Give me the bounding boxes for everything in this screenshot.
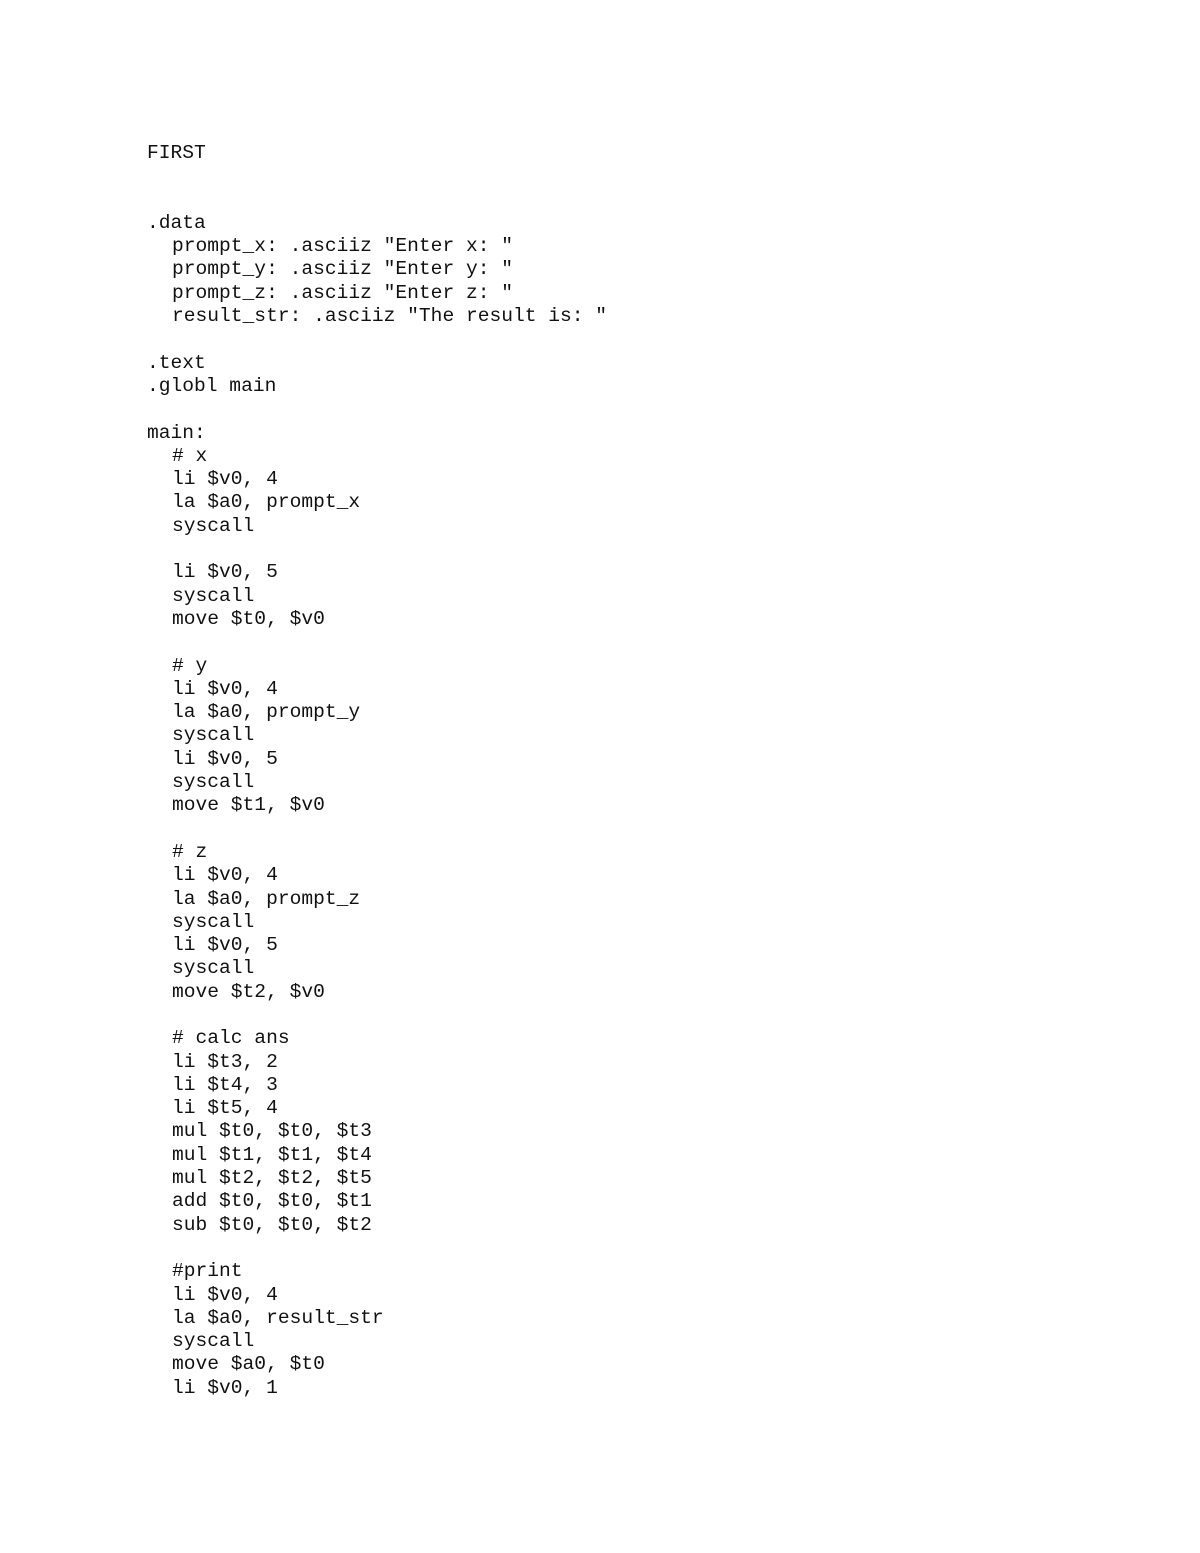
code-line: li $v0, 5 [172, 561, 278, 584]
code-line: add $t0, $t0, $t1 [172, 1190, 372, 1213]
code-line: prompt_x: .asciiz "Enter x: " [172, 235, 513, 258]
blank-line [147, 328, 1147, 351]
code-line: sub $t0, $t0, $t2 [172, 1213, 372, 1236]
code-line: mul $t2, $t2, $t5 [172, 1167, 372, 1190]
code-line: syscall [172, 1330, 255, 1353]
code-line: move $t1, $v0 [172, 794, 325, 817]
blank-line [147, 631, 1147, 654]
code-line: syscall [172, 514, 255, 537]
code-line: # y [172, 654, 208, 677]
blank-line [147, 189, 1147, 212]
code-line: main: [147, 421, 206, 444]
code-line: la $a0, prompt_y [172, 701, 361, 724]
code-line: li $t3, 2 [172, 1050, 278, 1073]
code-line: .globl main [147, 374, 277, 397]
code-line: move $a0, $t0 [172, 1353, 325, 1376]
code-line: # z [172, 840, 208, 863]
code-line: syscall [172, 771, 255, 794]
code-line: la $a0, prompt_z [172, 887, 361, 910]
code-line: prompt_y: .asciiz "Enter y: " [172, 258, 513, 281]
code-line: li $v0, 1 [172, 1376, 278, 1399]
code-line: move $t2, $v0 [172, 980, 325, 1003]
code-line: .data [147, 211, 206, 234]
blank-line [147, 398, 1147, 421]
code-line: li $v0, 4 [172, 468, 278, 491]
blank-line [147, 538, 1147, 561]
code-line: FIRST [147, 142, 206, 164]
code-line: syscall [172, 957, 255, 980]
code-line: li $t4, 3 [172, 1073, 278, 1096]
blank-line [147, 1004, 1147, 1027]
code-line: li $t5, 4 [172, 1097, 278, 1120]
blank-line [147, 1237, 1147, 1260]
code-line: li $v0, 4 [172, 864, 278, 887]
code-line: la $a0, prompt_x [172, 491, 361, 514]
code-line: syscall [172, 910, 255, 933]
code-line: syscall [172, 724, 255, 747]
code-line: .text [147, 351, 206, 374]
code-line: syscall [172, 584, 255, 607]
code-listing [147, 142, 1147, 1400]
code-line: move $t0, $v0 [172, 607, 325, 630]
code-line: li $v0, 5 [172, 934, 278, 957]
code-line: prompt_z: .asciiz "Enter z: " [172, 281, 513, 304]
code-line: # calc ans [172, 1027, 290, 1050]
blank-line [147, 818, 1147, 841]
blank-line [147, 165, 1147, 188]
code-line: #print [172, 1260, 243, 1283]
code-line: result_str: .asciiz "The result is: " [172, 305, 608, 328]
code-line: mul $t1, $t1, $t4 [172, 1143, 372, 1166]
code-line: # x [172, 444, 208, 467]
code-line: li $v0, 4 [172, 1283, 278, 1306]
code-line: mul $t0, $t0, $t3 [172, 1120, 372, 1143]
code-line: la $a0, result_str [172, 1306, 384, 1329]
code-line: li $v0, 4 [172, 677, 278, 700]
code-line: li $v0, 5 [172, 747, 278, 770]
